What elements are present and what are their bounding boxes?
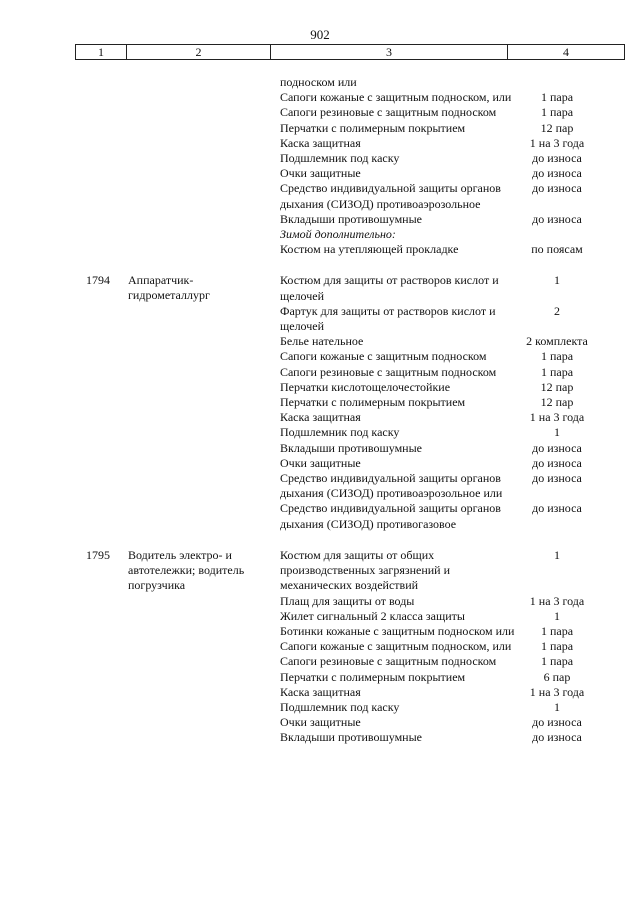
equipment-name: Сапоги кожаные с защитным подноском, или: [280, 639, 512, 654]
issue-quantity: до износа: [532, 211, 582, 226]
issue-quantity: 2: [554, 303, 560, 318]
issue-quantity: до износа: [532, 166, 582, 181]
issue-quantity: 1: [554, 425, 560, 440]
issue-quantity: по поясам: [531, 242, 583, 257]
profession-entry: [0, 75, 640, 257]
issue-quantity: 1: [554, 699, 560, 714]
equipment-name: Перчатки с полимерным покрытием: [280, 120, 466, 135]
issue-quantity: 1 пара: [540, 364, 574, 379]
equipment-name: Вкладыши противошумные: [280, 440, 422, 455]
equipment-row: [0, 501, 640, 531]
issue-quantity: 2 комплекта: [526, 334, 588, 349]
section-gap: [0, 257, 640, 273]
equipment-name: Перчатки с полимерным покрытием: [280, 395, 466, 410]
issue-quantity: 1 на 3 года: [529, 593, 585, 608]
issue-quantity: до износа: [532, 181, 582, 196]
equipment-name: Средство индивидуальной защиты органов дыхания (СИЗОД) противогазовое: [280, 501, 501, 531]
equipment-row: [0, 304, 640, 334]
issue-quantity: 1 на 3 года: [529, 410, 585, 425]
entry-number: 1795: [86, 547, 110, 562]
issue-quantity: до износа: [532, 501, 582, 516]
issue-quantity: 1 пара: [540, 90, 574, 105]
issue-quantity: 1 пара: [540, 639, 574, 654]
equipment-name: Подшлемник под каску: [280, 425, 400, 440]
issue-quantity: до износа: [532, 455, 582, 470]
equipment-row: [0, 410, 640, 425]
issue-quantity: 1 на 3 года: [529, 135, 585, 150]
issue-quantity: до износа: [532, 151, 582, 166]
equipment-row: [0, 730, 640, 745]
equipment-row: [0, 456, 640, 471]
equipment-row: [0, 685, 640, 700]
section-note: Зимой дополнительно:: [280, 227, 396, 242]
issue-quantity: 1: [554, 547, 560, 562]
equipment-name: Сапоги кожаные с защитным подноском, или: [280, 90, 512, 105]
column-header-3: 3: [271, 45, 508, 60]
equipment-name: Каска защитная: [280, 410, 361, 425]
equipment-row: [0, 639, 640, 654]
issue-quantity: 12 пар: [540, 379, 574, 394]
equipment-name: Сапоги кожаные с защитным подноском: [280, 349, 487, 364]
issue-quantity: 1 пара: [540, 623, 574, 638]
equipment-name: Костюм для защиты от растворов кислот и щелочей: [280, 273, 499, 303]
issue-quantity: до износа: [532, 440, 582, 455]
issue-quantity: до износа: [532, 730, 582, 745]
equipment-row: [0, 334, 640, 349]
profession-name: Аппаратчик-гидрометаллург: [128, 273, 210, 303]
equipment-row: [0, 471, 640, 501]
equipment-name: Очки защитные: [280, 166, 361, 181]
equipment-name: Перчатки кислотощелочестойкие: [280, 379, 451, 394]
equipment-row: [0, 425, 640, 440]
entry-number: 1794: [86, 273, 110, 288]
column-header-4: 4: [508, 45, 625, 60]
equipment-name: Костюм для защиты от общих производственных загрязнений и механических воздействий: [280, 547, 451, 593]
equipment-name: Каска защитная: [280, 135, 361, 150]
issue-quantity: 12 пар: [540, 395, 574, 410]
issue-quantity: до износа: [532, 471, 582, 486]
equipment-name: Костюм на утепляющей прокладке: [280, 242, 459, 257]
equipment-row: [0, 715, 640, 730]
equipment-name: Очки защитные: [280, 715, 361, 730]
issue-quantity: 1 пара: [540, 349, 574, 364]
issue-quantity: 12 пар: [540, 120, 574, 135]
profession-entry: [0, 273, 640, 531]
equipment-name: Плащ для защиты от воды: [280, 593, 415, 608]
equipment-row: [0, 227, 640, 242]
equipment-row: [0, 594, 640, 609]
equipment-row: [0, 212, 640, 227]
issue-quantity: [507, 75, 607, 90]
column-header-2: 2: [127, 45, 271, 60]
equipment-row: [0, 75, 640, 90]
issue-quantity: до износа: [532, 715, 582, 730]
equipment-name: Ботинки кожаные с защитным подноском или: [280, 623, 515, 638]
equipment-row: [0, 441, 640, 456]
equipment-name: Вкладыши противошумные: [280, 730, 422, 745]
equipment-row: [0, 151, 640, 166]
equipment-name: Белье нательное: [280, 334, 364, 349]
column-header-table: [75, 44, 625, 60]
issue-quantity: 1: [554, 608, 560, 623]
issue-quantity: [507, 227, 607, 242]
equipment-row: [0, 105, 640, 120]
equipment-name: Жилет сигнальный 2 класса защиты: [280, 608, 465, 623]
page-number: 902: [310, 27, 330, 42]
equipment-row: [0, 380, 640, 395]
equipment-row: [0, 395, 640, 410]
equipment-row: [0, 166, 640, 181]
equipment-name: Вкладыши противошумные: [280, 211, 422, 226]
equipment-row: [0, 121, 640, 136]
equipment-name: Перчатки с полимерным покрытием: [280, 669, 466, 684]
equipment-name: Подшлемник под каску: [280, 699, 400, 714]
equipment-name: Подшлемник под каску: [280, 151, 400, 166]
equipment-row: [0, 609, 640, 624]
equipment-row: [0, 700, 640, 715]
protective-equipment-list: [0, 75, 640, 746]
equipment-row: [0, 90, 640, 105]
issue-quantity: 1 пара: [540, 105, 574, 120]
profession-entry: [0, 548, 640, 746]
issue-quantity: 1: [554, 273, 560, 288]
section-gap: [0, 532, 640, 548]
equipment-name: Каска защитная: [280, 684, 361, 699]
equipment-row: [0, 136, 640, 151]
equipment-name: Сапоги резиновые с защитным подноском: [280, 105, 497, 120]
equipment-row: [0, 181, 640, 211]
equipment-name: Средство индивидуальной защиты органов дыхания (СИЗОД) противоаэрозольное или: [280, 471, 503, 501]
equipment-name: Фартук для защиты от растворов кислот и щелочей: [280, 303, 496, 334]
equipment-row: [0, 349, 640, 364]
equipment-name: Сапоги резиновые с защитным подноском: [280, 364, 497, 379]
issue-quantity: 1 на 3 года: [529, 684, 585, 699]
equipment-row: [0, 670, 640, 685]
profession-name: Водитель электро- и автотележки; водитель погрузчика: [128, 547, 245, 592]
equipment-row: [0, 654, 640, 669]
issue-quantity: 1 пара: [540, 654, 574, 669]
column-header-1: 1: [76, 45, 127, 60]
equipment-row: [0, 624, 640, 639]
equipment-row: [0, 242, 640, 257]
equipment-name: Сапоги резиновые с защитным подноском: [280, 654, 497, 669]
column-header-row: [76, 45, 625, 60]
issue-quantity: 6 пар: [543, 669, 571, 684]
equipment-name: Очки защитные: [280, 455, 361, 470]
equipment-name: подноском или: [280, 75, 357, 89]
equipment-row: [0, 365, 640, 380]
equipment-name: Средство индивидуальной защиты органов дыхания (СИЗОД) противоаэрозольное: [280, 181, 501, 211]
